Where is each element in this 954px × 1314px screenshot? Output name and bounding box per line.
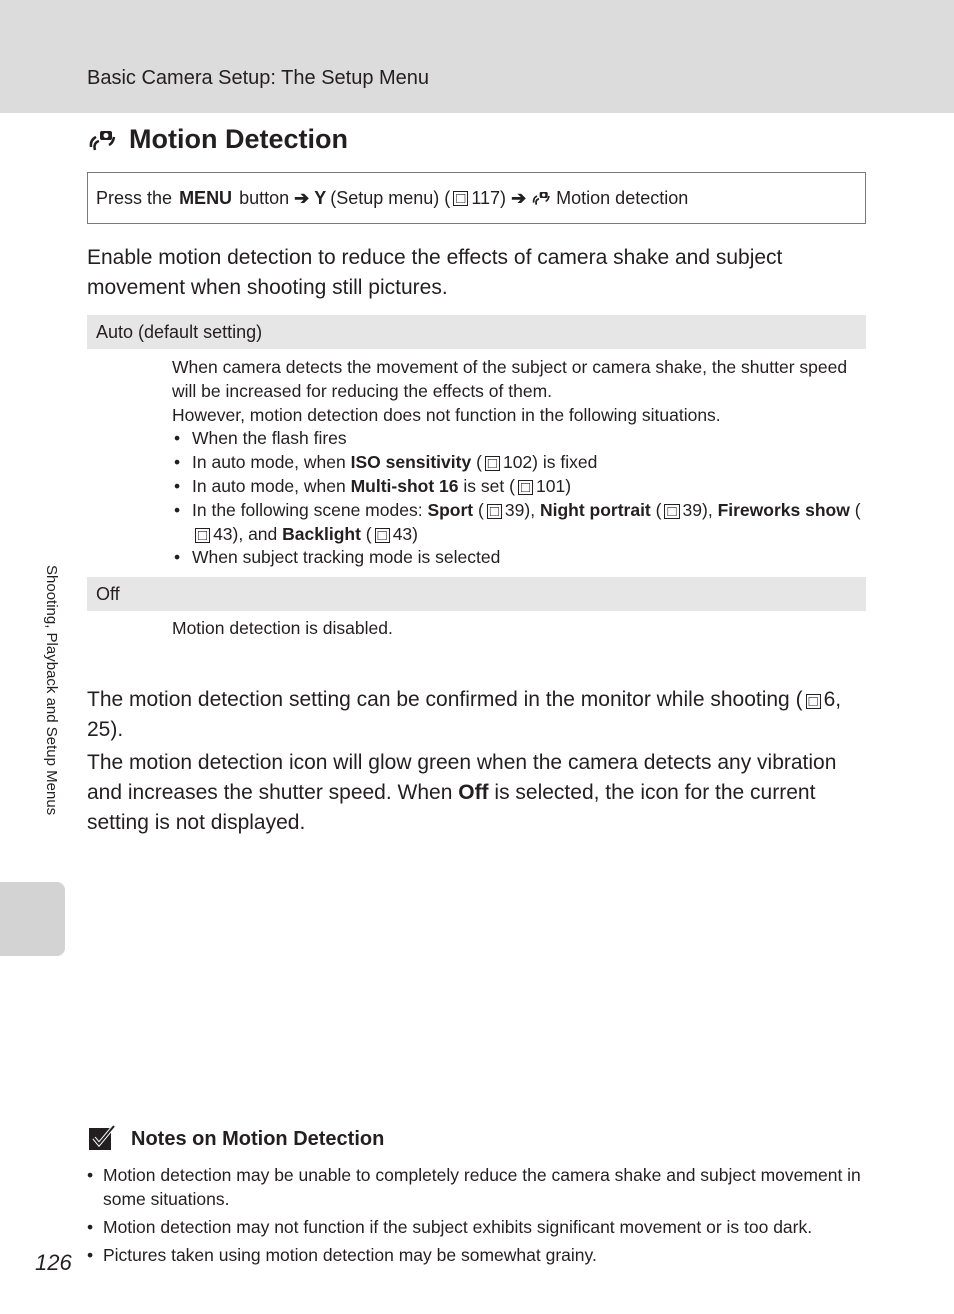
section-tab [0,882,65,956]
list-item: • In the following scene modes: Sport ( □ 39), Night portrait ( □ 39), Fireworks show (□ 43), and Backlight ( □ 43) [172,499,862,547]
option-auto-header: Auto (default setting) [87,315,866,349]
auto-desc-1: When camera detects the movement of the subject or camera shake, the shutter speed will be increased for reducing the effects of them. [172,357,848,401]
book-icon: □ [195,528,210,543]
list-item: • Motion detection may be unable to completely reduce the camera shake and subject movement in some situations. [87,1163,867,1211]
notes-title: Notes on Motion Detection [131,1127,385,1150]
nav-item: Motion detection [556,187,689,208]
glow-paragraph: The motion detection icon will glow green when the camera detects any vibration and increases the shutter speed. When Off is selected, the icon for the current setting is not displayed. [87,751,837,834]
title-row [87,124,348,155]
notes-heading [87,1124,384,1154]
nav-button: button [239,187,290,208]
list-item: • Pictures taken using motion detection may be somewhat grainy. [87,1243,867,1267]
list-item: • In auto mode, when Multi-shot 16 is set ( □ 101) [172,475,862,499]
book-icon: □ [806,694,821,709]
book-icon: □ [375,528,390,543]
option-auto-body [172,356,862,570]
list-item: • Motion detection may not function if the subject exhibits significant movement or is too dark. [87,1215,867,1239]
confirm-paragraph: The motion detection setting can be confirmed in the monitor while shooting ( □ 6, 25). [87,688,842,741]
motion-detection-icon [531,188,551,208]
list-item: • In auto mode, when ISO sensitivity ( □ 102) is fixed [172,451,862,475]
intro-paragraph: Enable motion detection to reduce the effects of camera shake and subject movement when shooting still pictures. [87,246,783,299]
off-desc: Motion detection is disabled. [172,618,393,638]
notes-list [87,1163,867,1271]
book-icon: □ [485,456,500,471]
nav-setup: (Setup menu) ( [330,187,451,208]
side-section-label: Shooting, Playback and Setup Menus [43,565,60,816]
header-band [0,0,954,113]
checkmark-icon [87,1124,117,1154]
wrench-icon: Y [314,187,327,208]
menu-button-symbol: MENU [179,187,233,208]
page-title: Motion Detection [129,124,348,154]
header-title: Basic Camera Setup: The Setup Menu [87,67,430,89]
page-number: 126 [35,1250,72,1275]
auto-exception-list [172,427,862,570]
menu-path-box [87,172,866,224]
nav-press: Press the [96,187,173,208]
book-icon: □ [453,191,468,206]
list-item: • When subject tracking mode is selected [172,546,862,570]
option-off-body [172,617,862,641]
auto-desc-2: However, motion detection does not function in the following situations. [172,404,721,425]
list-item: • When the flash fires [172,427,862,451]
book-icon: □ [487,504,502,519]
arrow-right-icon: ➔ [511,187,527,208]
option-off-header: Off [87,577,866,611]
motion-detection-icon [87,125,117,155]
nav-page-ref: 117) [471,187,507,208]
book-icon: □ [664,504,679,519]
book-icon: □ [518,480,533,495]
arrow-right-icon: ➔ [294,187,310,208]
